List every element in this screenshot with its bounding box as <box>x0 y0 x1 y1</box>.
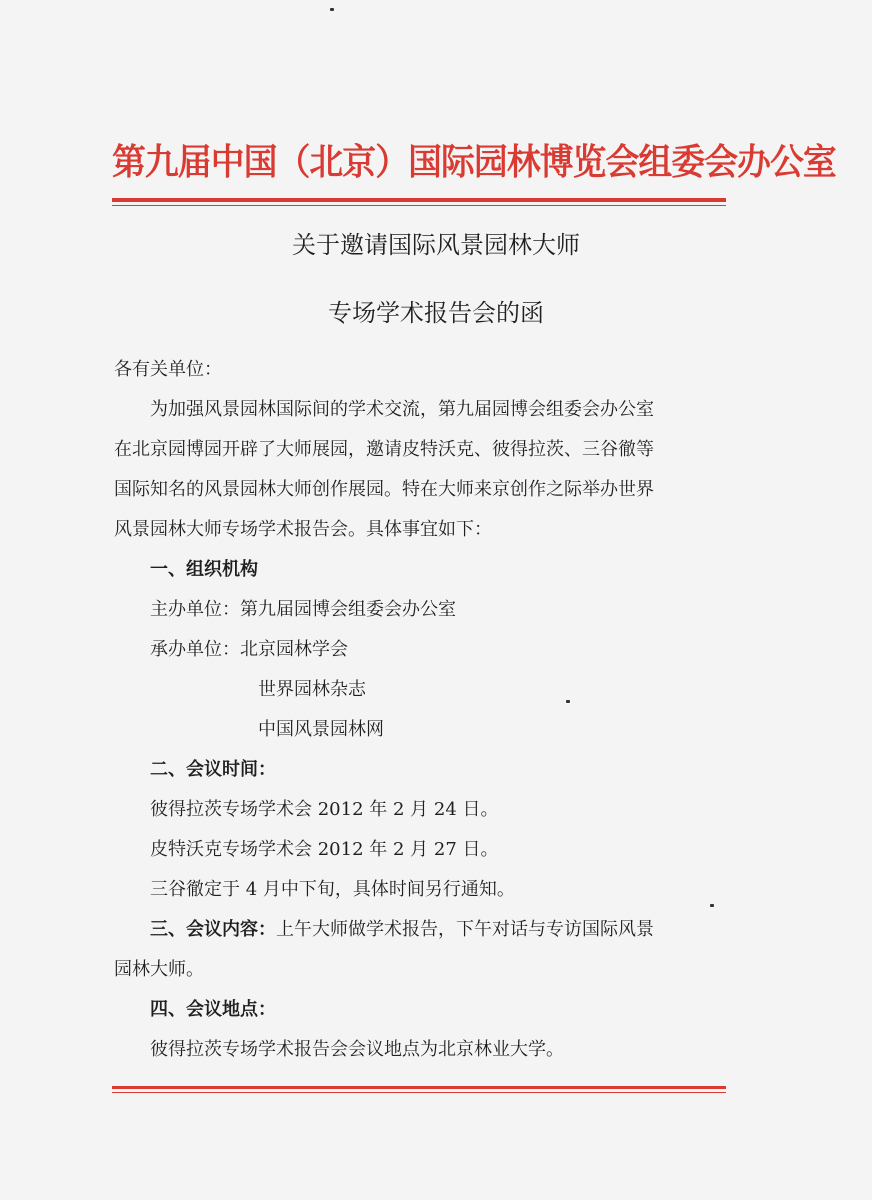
intro-line-1: 为加强风景园林国际间的学术交流，第九届园博会组委会办公室 <box>150 399 654 420</box>
section-3-text-1: 上午大师做学术报告，下午对话与专访国际风景 <box>276 919 654 940</box>
meeting-location: 彼得拉茨专场学术报告会会议地点为北京林业大学。 <box>150 1039 564 1060</box>
co-organizer-3: 中国风景园林网 <box>258 719 384 740</box>
scan-speck <box>566 700 570 703</box>
meeting-time-2: 皮特沃克专场学术会 2012 年 2 月 27 日。 <box>150 839 499 860</box>
co-organizer-2: 世界园林杂志 <box>258 679 366 700</box>
section-3-text-2: 园林大师。 <box>114 959 204 980</box>
document-title-line-2: 专场学术报告会的函 <box>328 299 544 327</box>
intro-line-3: 国际知名的风景园林大师创作展园。特在大师来京创作之际举办世界 <box>114 479 654 500</box>
section-1-heading: 一、组织机构 <box>150 559 258 580</box>
header-red-rule <box>112 198 726 202</box>
host-organizer: 主办单位：第九届园博会组委会办公室 <box>150 599 456 620</box>
section-2-heading: 二、会议时间： <box>150 759 276 780</box>
intro-line-2: 在北京园博园开辟了大师展园，邀请皮特沃克、彼得拉茨、三谷徹等 <box>114 439 654 460</box>
intro-line-4: 风景园林大师专场学术报告会。具体事宜如下： <box>114 519 492 540</box>
scan-speck <box>710 904 714 907</box>
section-3-line-1 <box>150 916 654 943</box>
section-3-heading: 三、会议内容： <box>150 919 276 940</box>
issuing-office-header: 第九届中国（北京）国际园林博览会组委会办公室 <box>112 142 836 183</box>
footer-red-rule <box>112 1086 726 1089</box>
footer-red-rule-thin <box>112 1092 726 1093</box>
co-organizer-1: 承办单位：北京园林学会 <box>150 639 348 660</box>
header-red-rule-thin <box>112 205 726 206</box>
document-title-line-1: 关于邀请国际风景园林大师 <box>292 231 580 259</box>
scan-speck <box>330 8 334 11</box>
salutation: 各有关单位： <box>114 359 222 380</box>
section-4-heading: 四、会议地点： <box>150 999 276 1020</box>
meeting-time-1: 彼得拉茨专场学术会 2012 年 2 月 24 日。 <box>150 799 499 820</box>
meeting-time-3: 三谷徹定于 4 月中下旬，具体时间另行通知。 <box>150 879 515 900</box>
